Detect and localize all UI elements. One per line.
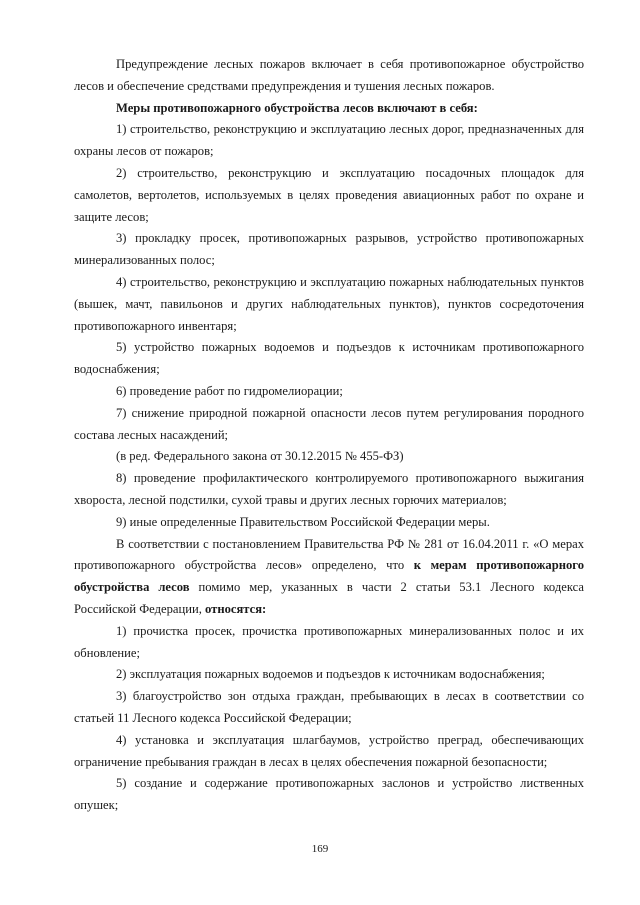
page-number: 169 (311, 843, 329, 855)
list-item: 9) иные определенные Правительством Российской Федерации меры. (116, 514, 490, 529)
list-item: 4) установка и эксплуатация шлагбаумов, устройство преград, обеспечивающих ограничение пребывания граждан в лесах в целях обеспечения пожарной безопасности; (74, 732, 584, 769)
list-item: 3) благоустройство зон отдыха граждан, пребывающих в лесах в соответствии со статьей 11 Лесного кодекса Российской Федерации; (74, 689, 584, 725)
resolution-text: В соответствии с постановлением Правительства РФ № 281 от 16.04.2011 г. «О мерах противопожарного обустройства лесов» определено, что (74, 536, 584, 573)
list-item: 1) прочистка просек, прочистка противопожарных минерализованных полос и их обновление; (74, 623, 584, 660)
resolution-emphasis: относятся: (205, 601, 267, 616)
list-item: 4) строительство, реконструкцию и эксплуатацию пожарных наблюдательных пунктов (вышек, мачт, павильонов и других наблюдательных пунктов), пунктов сосредоточения противопожарного инвентаря; (74, 274, 584, 333)
list-item: 1) строительство, реконструкцию и эксплуатацию лесных дорог, предназначенных для охраны лесов от пожаров; (74, 122, 584, 159)
list-item: 7) снижение природной пожарной опасности лесов путем регулирования породного состава лесных насаждений; (74, 405, 584, 442)
list-item: 2) эксплуатация пожарных водоемов и подъездов к источникам водоснабжения; (116, 667, 545, 682)
resolution-emphasis: к мерам противопожарного обустройства лесов (74, 558, 584, 595)
list-item: 8) проведение профилактического контролируемого противопожарного выжигания хвороста, лесной подстилки, сухой травы и других лесных горючих материалов; (74, 471, 584, 507)
list-item: 3) прокладку просек, противопожарных разрывов, устройство противопожарных минерализованных полос; (74, 231, 584, 268)
section-heading: Меры противопожарного обустройства лесов включают в себя: (116, 100, 478, 115)
document-body (74, 54, 584, 817)
list-item: 5) создание и содержание противопожарных заслонов и устройство лиственных опушек; (74, 776, 584, 813)
resolution-text: помимо мер, указанных в части 2 статьи 53.1 Лесного кодекса Российской Федерации, (74, 580, 584, 616)
paragraph-intro: Предупреждение лесных пожаров включает в себя противопожарное обустройство лесов и обеспечение средствами предупреждения и тушения лесных пожаров. (74, 57, 584, 93)
amendment-note: (в ред. Федерального закона от 30.12.2015 № 455-ФЗ) (116, 449, 404, 464)
list-item: 5) устройство пожарных водоемов и подъездов к источникам противопожарного водоснабжения; (74, 340, 584, 377)
list-item: 6) проведение работ по гидромелиорации; (116, 383, 343, 398)
paragraph-resolution (74, 534, 584, 621)
list-item: 2) строительство, реконструкцию и эксплуатацию посадочных площадок для самолетов, вертолетов, используемых в целях проведения авиационных работ по охране и защите лесов; (74, 165, 584, 224)
